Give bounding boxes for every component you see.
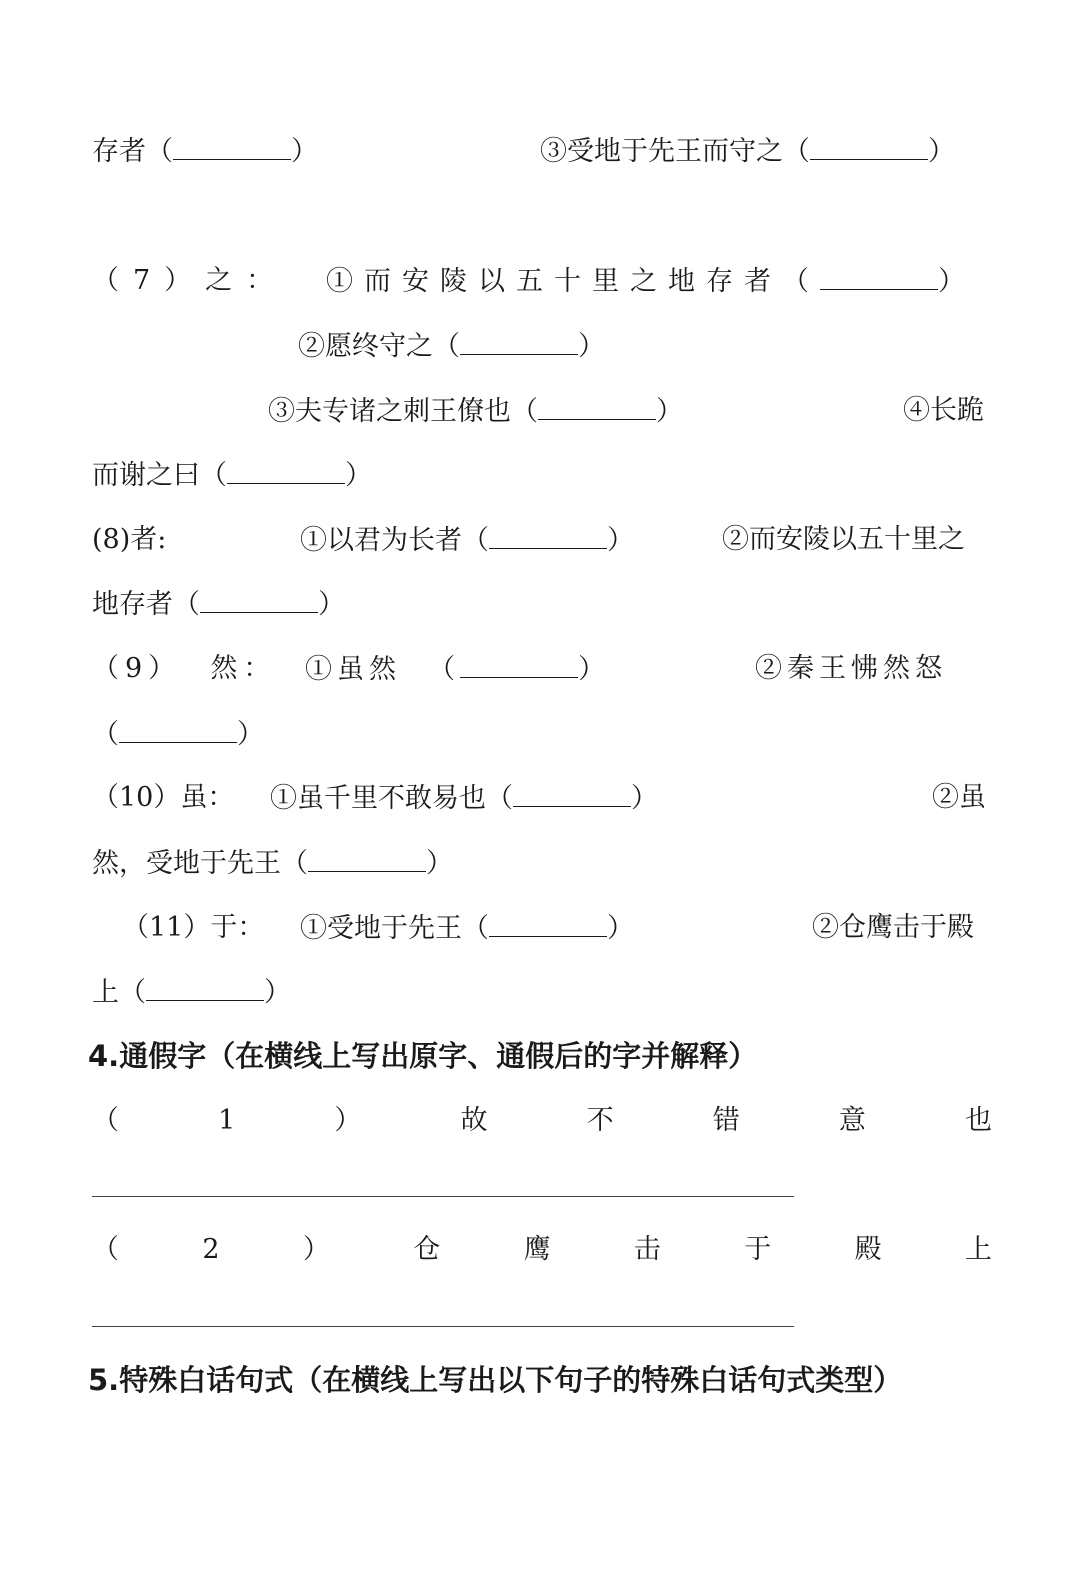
answer-blank[interactable] (513, 780, 631, 807)
paren-close: ） (345, 460, 372, 491)
answer-blank[interactable] (489, 910, 607, 937)
prompt-text: 存者（ (92, 136, 173, 167)
item-char: 击 (633, 1234, 661, 1265)
paren-close: ） (631, 783, 658, 814)
item-char: ） (334, 1105, 362, 1136)
paren-close: ） (291, 136, 318, 167)
item-9-2: ②秦王怫然怒 (755, 653, 947, 684)
prompt-text: 而谢之曰（ (92, 460, 227, 491)
item-char: ） (302, 1234, 330, 1265)
answer-blank[interactable] (810, 133, 928, 160)
item-char: 意 (838, 1105, 866, 1136)
paren-close: ） (938, 266, 976, 297)
item-10-1 (270, 780, 658, 817)
item-10-2b (92, 845, 453, 882)
answer-line[interactable] (92, 1196, 794, 1197)
answer-blank[interactable] (538, 393, 656, 420)
item-7-head: （7）之： (92, 265, 288, 296)
item-11-2a: ②仓鹰击于殿 (812, 912, 974, 943)
item-8-1 (300, 522, 634, 559)
answer-blank[interactable] (119, 716, 237, 743)
paren-close: ） (928, 136, 955, 167)
item-10-2a: ②虽 (932, 782, 986, 813)
prompt-text: （ (92, 719, 119, 750)
item-10-head: （10）虽： (92, 782, 235, 813)
section-4-title: 4.通假字（在横线上写出原字、通假后的字并解释） (88, 1039, 758, 1073)
item-char: 于 (744, 1234, 772, 1265)
item-char: 仓 (413, 1234, 441, 1265)
paren-close: ） (607, 525, 634, 556)
item-7-2 (298, 328, 605, 365)
answer-blank[interactable] (460, 651, 578, 678)
prompt-text: ③夫专诸之刺王僚也（ (268, 396, 538, 427)
paren-close: ） (318, 589, 345, 620)
answer-blank[interactable] (489, 522, 607, 549)
prompt-text: ①以君为长者（ (300, 525, 489, 556)
answer-blank[interactable] (227, 457, 345, 484)
item-7-3 (268, 393, 683, 430)
answer-line[interactable] (92, 1326, 794, 1327)
item-char: 不 (586, 1105, 614, 1136)
item-char: 殿 (854, 1234, 882, 1265)
paren-close: ） (656, 396, 683, 427)
prompt-text: 上（ (92, 977, 146, 1008)
item-char: （ (92, 1105, 119, 1136)
item-char: 上 (964, 1234, 992, 1265)
paren-close: ） (607, 913, 634, 944)
section-5-title: 5.特殊白话句式（在横线上写出以下句子的特殊白话句式类型） (88, 1363, 903, 1397)
answer-blank[interactable] (173, 133, 291, 160)
paren-close: ） (237, 719, 264, 750)
item-7-1 (326, 263, 976, 300)
item-9-1 (305, 651, 610, 688)
item-char: 错 (712, 1105, 740, 1136)
paren-close: ） (578, 331, 605, 362)
prompt-text: ①而安陵以五十里之地存者（ (326, 266, 820, 297)
prompt-text: ①虽千里不敢易也（ (270, 783, 513, 814)
answer-blank[interactable] (146, 974, 264, 1001)
section-4-item-1 (92, 1103, 992, 1139)
line-1b (540, 133, 955, 170)
prompt-text: ①受地于先王（ (300, 913, 489, 944)
answer-blank[interactable] (820, 263, 938, 290)
paren-close: ） (426, 848, 453, 879)
paren-close: ） (264, 977, 291, 1008)
item-11-1 (300, 910, 634, 947)
item-11-2b (92, 974, 291, 1011)
item-char: 1 (218, 1105, 236, 1136)
item-8-head: (8)者: (92, 524, 167, 555)
item-8-2b (92, 586, 345, 623)
answer-blank[interactable] (200, 586, 318, 613)
item-7-4a: ④长跪 (903, 395, 984, 426)
item-9-2b (92, 716, 264, 753)
item-char: 也 (964, 1105, 992, 1136)
prompt-text: 地存者（ (92, 589, 200, 620)
section-4-item-2 (92, 1232, 992, 1268)
item-char: （ (92, 1234, 119, 1265)
prompt-text: ①虽然 （ (305, 654, 461, 685)
prompt-text: ③受地于先王而守之（ (540, 136, 810, 167)
item-char: 2 (202, 1234, 220, 1265)
item-8-2a: ②而安陵以五十里之 (722, 524, 965, 555)
item-char: 鹰 (523, 1234, 551, 1265)
item-7-4b (92, 457, 372, 494)
prompt-text: 然，受地于先王（ (92, 848, 308, 879)
paren-close: ） (578, 654, 611, 685)
line-1a (92, 133, 318, 170)
item-9-head: （9） 然： (92, 653, 277, 684)
item-char: 故 (460, 1105, 488, 1136)
answer-blank[interactable] (460, 328, 578, 355)
answer-blank[interactable] (308, 845, 426, 872)
item-11-head: （11）于： (122, 912, 265, 943)
prompt-text: ②愿终守之（ (298, 331, 460, 362)
